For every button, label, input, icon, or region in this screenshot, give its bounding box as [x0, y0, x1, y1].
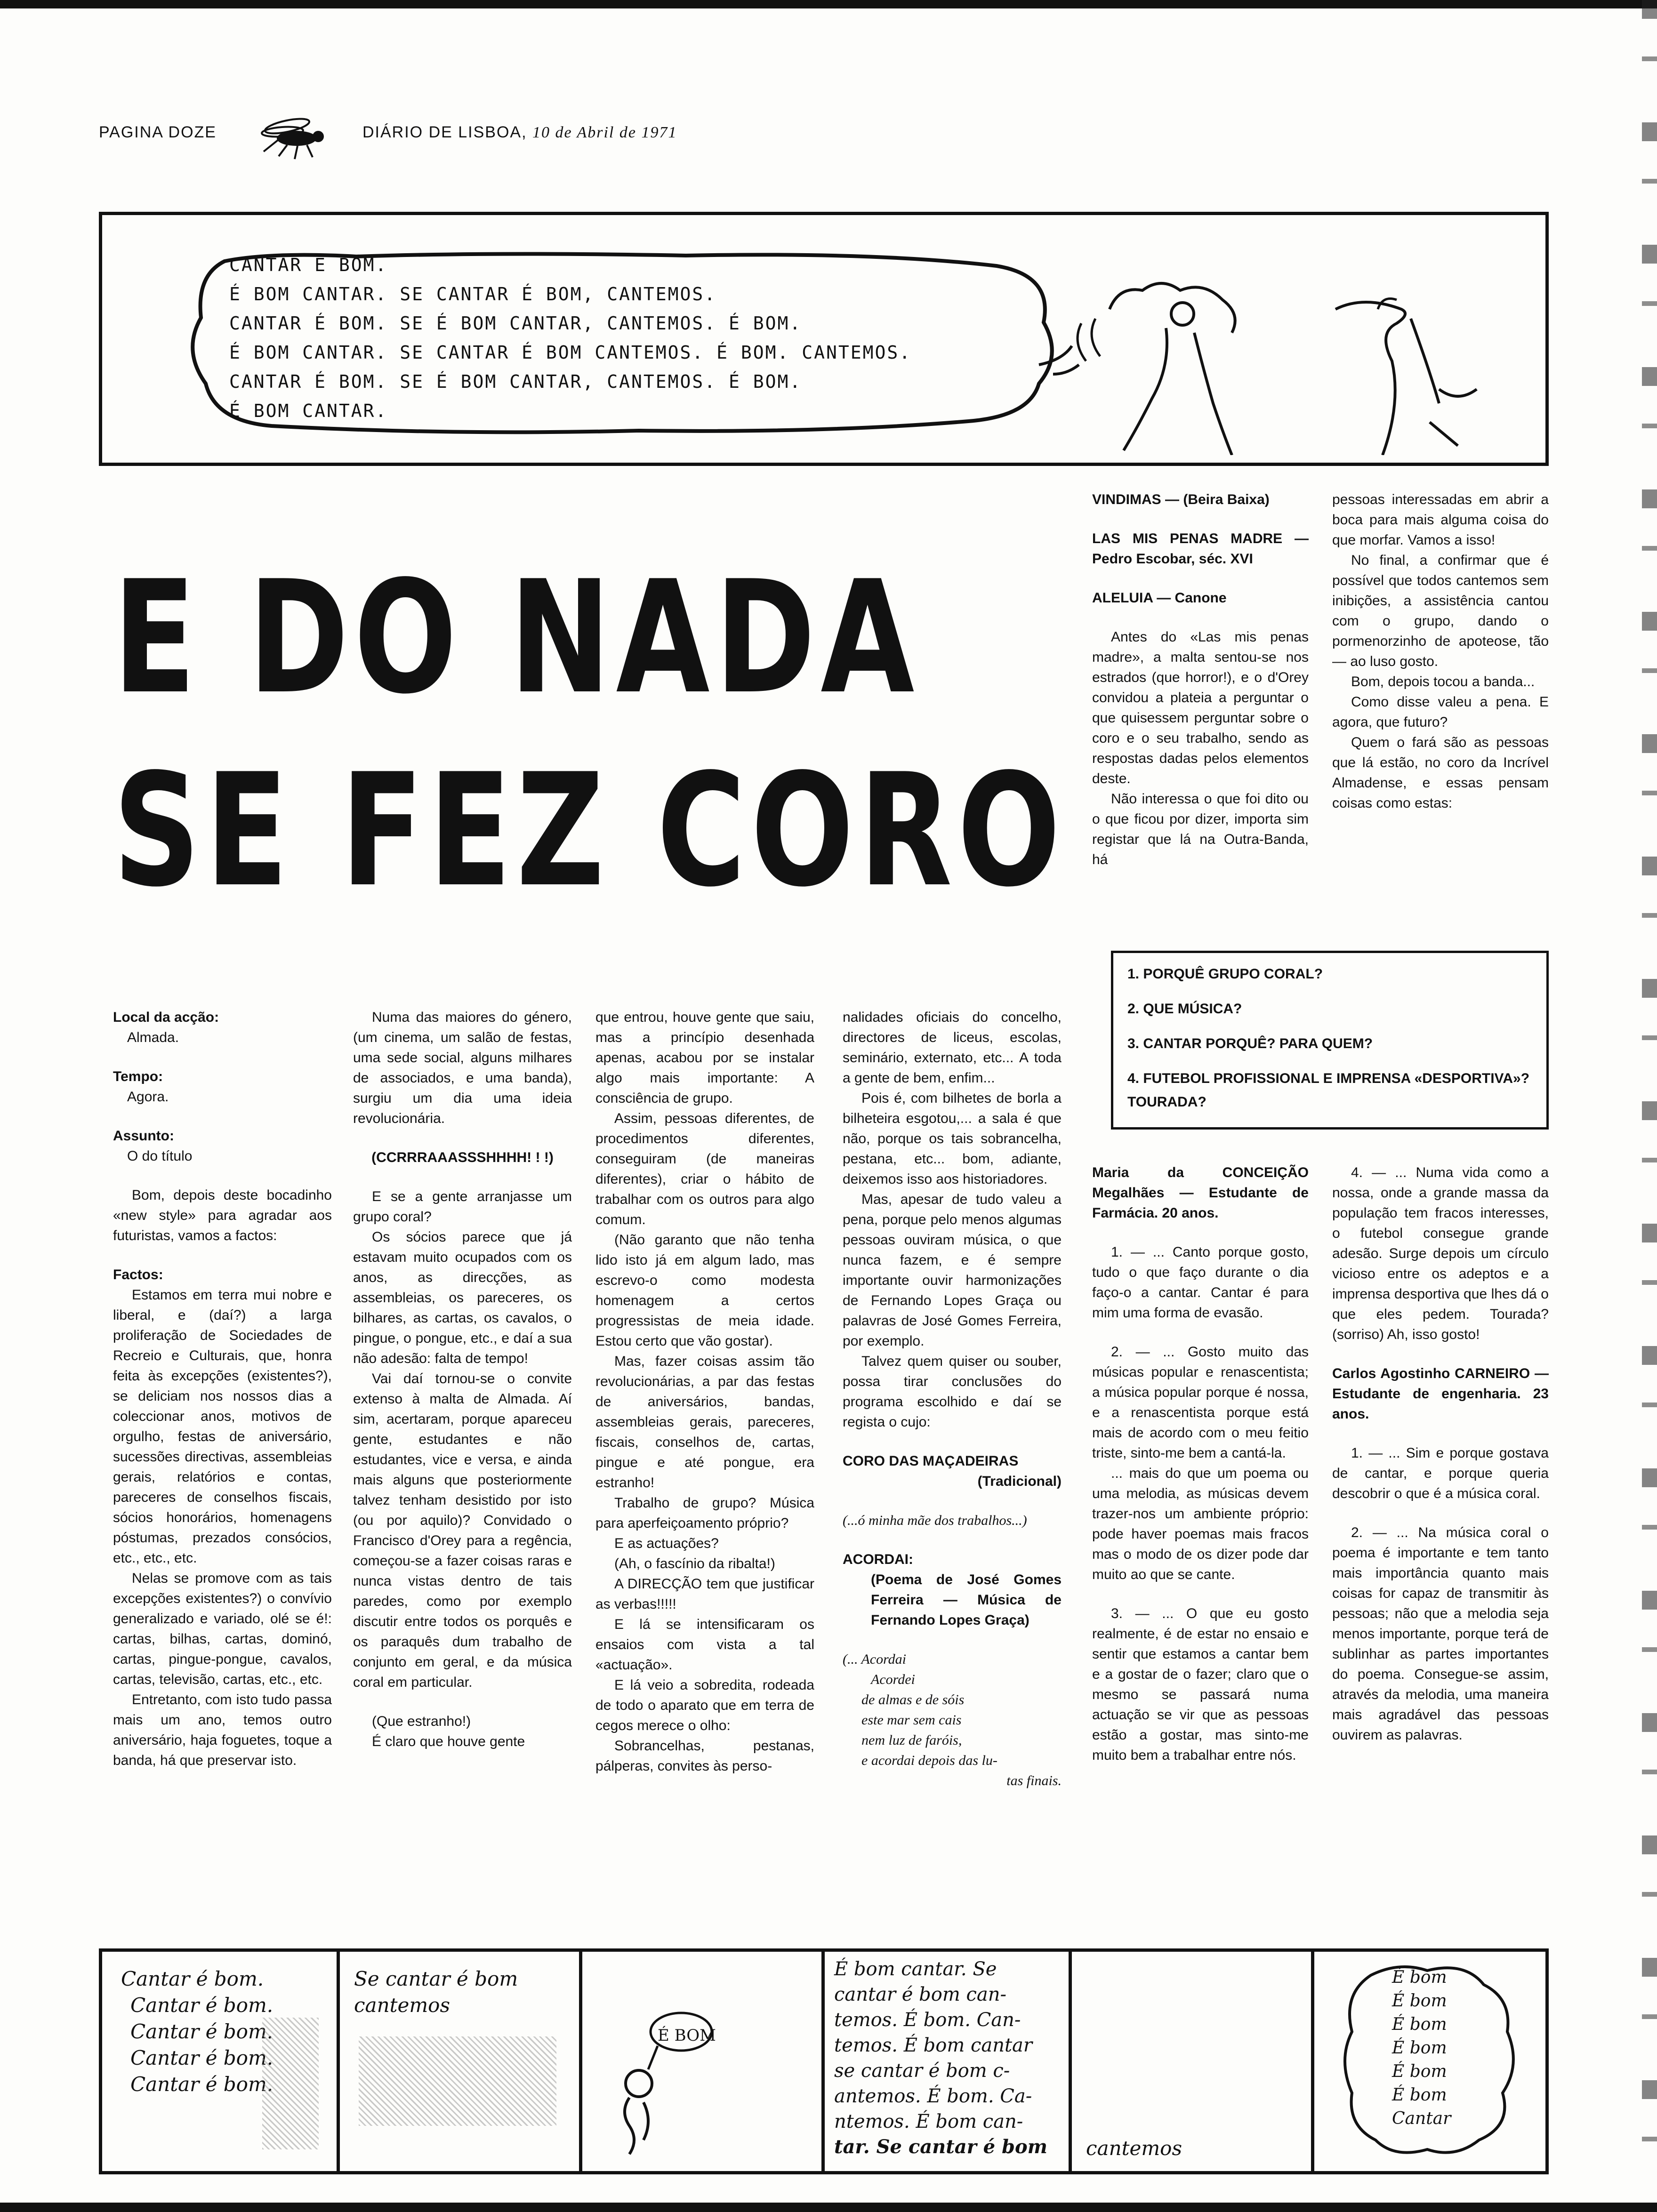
article-column-6 — [1332, 489, 1549, 813]
fly-icon — [254, 114, 334, 161]
scribble-line: CANTAR É BOM. SE É BOM CANTAR, CANTEMOS. É BOM. — [229, 371, 802, 392]
handwritten-line: cantar é bom can- — [834, 1984, 1007, 2005]
handwritten-line: antemos. É bom. Ca- — [834, 2085, 1032, 2107]
handwritten-line: Cantar é bom. — [130, 1994, 273, 2017]
article-column-2 — [353, 1007, 572, 1752]
poem-line: nem luz de faróis, — [861, 1732, 962, 1748]
publication-name — [362, 123, 677, 142]
page-label: PAGINA DOZE — [99, 123, 217, 141]
issue-date: 10 de Abril de 1971 — [532, 124, 677, 141]
program-item: LAS MIS PENAS MADRE — Pedro Escobar, séc. XVI — [1092, 531, 1309, 567]
handwritten-line: tar. Se cantar é bom — [834, 2136, 1048, 2158]
paragraph: Nelas se promove com as tais excepções existentes?) o convívio generalizado e variado, olé se é!: cartas, bilhas, cartas, dominó, cartas, pingue-pongue, cavalos, cartas, televisão, cartas, etc., etc. — [113, 1571, 332, 1687]
paragraph: Como disse valeu a pena. E agora, que futuro? — [1332, 694, 1549, 730]
paragraph: (Que estranho!) — [372, 1714, 471, 1729]
paragraph: nalidades oficiais do concelho, directores de liceus, escolas, seminário, externato, etc... A toda a gente de bem, enfim... — [843, 1010, 1062, 1086]
answer: ... mais do que um poema ou uma melodia, as músicas devem trazer-nos um ambiente próprio: pode haver poemas mais fracos mas o modo de os dizer pode dar muito ao que se cante. — [1092, 1466, 1309, 1582]
panel-text — [1392, 1966, 1451, 2131]
panel-text — [121, 1966, 273, 2098]
paragraph: Trabalho de grupo? Música para aperfeiçoamento próprio? — [595, 1495, 814, 1531]
panel-text — [834, 1956, 1047, 2160]
program-item: ALELUIA — Canone — [1092, 590, 1227, 606]
article-column-3 — [595, 1007, 814, 1776]
handwritten-line: ntemos. É bom can- — [834, 2111, 1023, 2132]
handwritten-line: É bom — [1392, 2062, 1447, 2081]
article-column-5 — [1092, 489, 1309, 870]
shout-text: (CCRRRAAASSSHHHH! ! !) — [371, 1150, 554, 1165]
local-label: Local da acção: — [113, 1010, 219, 1025]
answer: 2. — ... Na música coral o poema é importante e tem tanto mais importância quanto mais coisas for capaz de transmitir às pessoas; não que a melodia seja menos importante, porque terá de sublinhar as partes importantes do poema. Consegue-se assim, através da melodia, uma maneira mais agradável das pessoas ouvirem as palavras. — [1332, 1525, 1549, 1743]
paragraph: E as actuações? — [614, 1536, 719, 1551]
paragraph: Estamos em terra mui nobre e liberal, e (daí?) a larga proliferação de Sociedades de Recreio e Culturais, que, honra feita às excepções (existentes?), se deliciam nos nossos dias a coleccionar anos, motivos de orgulho, festas de aniversário, sucessões directivas, assembleias gerais, relatórios e contas, pareceres de conselhos fiscais, sócios honorários, homenagens póstumas, prezados consócios, etc., etc., etc. — [113, 1287, 332, 1566]
interviewee-name: Maria da CONCEIÇÃO Megalhães — Estudante de Farmácia. 20 anos. — [1092, 1165, 1309, 1221]
scribble-line: CANTAR É BOM. SE É BOM CANTAR, CANTEMOS. É BOM. — [229, 313, 802, 334]
paragraph: Entretanto, com isto tudo passa mais um ano, temos outro aniversário, haja foguetes, toque a banda, há que preservar isto. — [113, 1692, 332, 1768]
panel-text — [354, 1966, 518, 2019]
comic-panel-4 — [825, 1952, 1072, 2171]
comic-panel-3 — [582, 1952, 825, 2171]
handwritten-text — [229, 250, 911, 425]
top-cartoon-strip — [99, 212, 1549, 466]
paper-name: DIÁRIO DE LISBOA, — [362, 123, 527, 141]
paragraph: que entrou, houve gente que saiu, mas a princípio desenhada apenas, acabou por se instalar algo mais importante: A consciência de grupo. — [595, 1010, 814, 1106]
paragraph: pessoas interessadas em abrir a boca para mais alguma coisa do que morfar. Vamos a isso! — [1332, 492, 1549, 548]
article-column-8 — [1332, 1162, 1549, 1745]
headline-line: E DO NADA — [113, 547, 920, 728]
handwritten-line: Cantar é bom. — [121, 1967, 264, 1990]
poem-line: Acordei — [871, 1672, 915, 1687]
paragraph: Bom, depois deste bocadinho «new style» para agradar aos futuristas, vamos a factos: — [113, 1187, 332, 1243]
bottom-cartoon-strip — [99, 1948, 1549, 2174]
comic-panel-2 — [340, 1952, 582, 2171]
answer: 2. — ... Gosto muito das músicas popular e renascentista; a música popular porque é nossa, e a renascentista porque está mais de acordo com o meu feitio triste, sinto-me bem a cantá-la. — [1092, 1344, 1309, 1461]
cartoon-figures-icon — [1053, 248, 1514, 455]
handwritten-line: temos. É bom. Can- — [834, 2009, 1021, 2031]
paragraph: E lá se intensificaram os ensaios com vista a tal «actuação». — [595, 1617, 814, 1673]
page-edge-top — [0, 0, 1657, 8]
page-edge-right — [1642, 0, 1657, 2212]
tempo-label: Tempo: — [113, 1069, 163, 1084]
paragraph: Talvez quem quiser ou souber, possa tirar conclusões do programa escolhido e daí se regista o cujo: — [843, 1354, 1062, 1430]
paragraph: Assim, pessoas diferentes, de procedimentos diferentes, conseguiram (de maneiras diferentes), criar o hábito de trabalhar com os outros para algo comum. — [595, 1111, 814, 1227]
print-noise — [262, 2018, 319, 2149]
comic-panel-6 — [1314, 1952, 1545, 2171]
paragraph: Bom, depois tocou a banda... — [1351, 674, 1535, 689]
headline — [113, 541, 1066, 927]
factos-label: Factos: — [113, 1267, 163, 1282]
song-title: ACORDAI: — [843, 1552, 913, 1567]
song-note: (Tradicional) — [977, 1474, 1062, 1489]
paragraph: Mas, apesar de tudo valeu a pena, porque pelo menos algumas pessoas ouviram música, o que nunca fazem, e é sempre importante ouvir harmonizações de Fernando Lopes Graça ou palavras de José Gomes Ferreira, por exemplo. — [843, 1192, 1062, 1349]
answer: 4. — ... Numa vida como a nossa, onde a grande massa da população tem fracos interesses, o futebol consegue grande adesão. Surge depois um círculo vicioso entre os adeptos e a imprensa desportiva que lhes dá o que eles pedem. Tourada? (sorriso) Ah, isso gosto! — [1332, 1165, 1549, 1342]
scribble-line: É BOM CANTAR. SE CANTAR É BOM, CANTEMOS. — [229, 284, 717, 305]
paragraph: Os sócios parece que já estavam muito ocupados com os anos, as direcções, as assembleias, os pareceres, os bilhares, as cartas, os cavalos, o pingue, o pongue, etc., e daí a sua não adesão: falta de tempo! — [353, 1229, 572, 1366]
program-item: VINDIMAS — (Beira Baixa) — [1092, 492, 1270, 507]
poem-line: de almas e de sóis — [861, 1692, 965, 1707]
handwritten-line: se cantar é bom c- — [834, 2060, 1010, 2082]
question-item: 3. CANTAR PORQUÊ? PARA QUEM? — [1127, 1036, 1373, 1051]
answer: 1. — ... Sim e porque gostava de cantar, e porque queria descobrir o que é a música coral. — [1332, 1445, 1549, 1501]
song-verse: (...ó minha mãe dos trabalhos...) — [843, 1513, 1027, 1528]
paragraph: Pois é, com bilhetes de borla a bilheteira esgotou,... a sala é que não, porque os tais sobrancelha, pestana, etc... bom, adiante, deixemos isso aos historiadores. — [843, 1090, 1062, 1187]
handwritten-line: Cantar é bom. — [130, 2046, 273, 2069]
scribble-line: É BOM CANTAR. SE CANTAR É BOM CANTEMOS. É BOM. CANTEMOS. — [229, 342, 912, 363]
paragraph: E lá veio a sobredita, rodeada de todo o aparato que em terra de cegos merece o olho: — [595, 1677, 814, 1733]
page-edge-bottom — [0, 2203, 1657, 2212]
print-noise — [359, 2036, 556, 2126]
article-column-4 — [843, 1007, 1062, 1791]
paragraph: Não interessa o que foi dito ou o que ficou por dizer, importa sim registar que lá na Outra-Banda, há — [1092, 791, 1309, 867]
handwritten-line: É bom — [1392, 1968, 1447, 1987]
handwritten-line: É bom — [1392, 2038, 1447, 2058]
paragraph: Antes do «Las mis penas madre», a malta sentou-se nos estrados (que horror!), e o d'Orey convidou a plateia a perguntar o que quisessem perguntar sobre o coro e o seu trabalho, sendo as respostas dadas pelos elementos deste. — [1092, 629, 1309, 786]
questions-box — [1111, 951, 1549, 1130]
handwritten-line: cantemos — [354, 1994, 450, 2017]
tempo-value: Agora. — [127, 1089, 169, 1105]
headline-line: SE FEZ CORO — [113, 740, 1066, 921]
paragraph: Quem o fará são as pessoas que lá estão, no coro da Incrível Almadense, e essas pensam coisas como estas: — [1332, 735, 1549, 811]
handwritten-line: É bom — [1392, 2085, 1447, 2105]
paragraph: É claro que houve gente — [372, 1734, 525, 1749]
poem-line: e acordai depois das lu- — [861, 1753, 997, 1768]
handwritten-line: Se cantar é bom — [354, 1967, 518, 1990]
question-item: 1. PORQUÊ GRUPO CORAL? — [1127, 966, 1323, 982]
poem-line: este mar sem cais — [861, 1712, 962, 1728]
handwritten-line: temos. É bom cantar — [834, 2035, 1033, 2056]
paragraph: Mas, fazer coisas assim tão revolucionárias, a par das festas de aniversários, bandas, assembleias gerais, pareceres, fiscais, conselhos de, cartas, pingue e até pongue, era estranho! — [595, 1354, 814, 1491]
question-item: 4. FUTEBOL PROFISSIONAL E IMPRENSA «DESPORTIVA»? TOURADA? — [1127, 1071, 1530, 1110]
paragraph: Numa das maiores do género, (um cinema, um salão de festas, uma sede social, alguns milhares de associados, e uma banda), surgiu um dia uma ideia revolucionária. — [353, 1010, 572, 1126]
paragraph: Vai daí tornou-se o convite extenso à malta de Almada. Aí sim, acertaram, porque apareceu gente, estudantes e não estudantes, vice e versa, e ainda mais alguns que posteriormente talvez tenham desistido por isto (ou por aquilo)? Convidado o Francisco d'Orey para a regência, começou-se a fazer coisas raras e nunca vistas dentro de tais paredes, como por exemplo discutir entre todos os porquês e os paraquês dum trabalho de conjunto em geral, e da música coral em particular. — [353, 1371, 572, 1690]
handwritten-line: É bom cantar. Se — [834, 1958, 997, 1980]
handwritten-line: É bom — [1392, 2015, 1447, 2034]
poem-line: (... Acordai — [843, 1651, 906, 1667]
paragraph: No final, a confirmar que é possível que todos cantemos sem inibições, a assistência cantou com o grupo, dando o pormenorzinho de apoteose, tão — ao luso gosto. — [1332, 553, 1549, 669]
song-credit: (Poema de José Gomes Ferreira — Música de Fernando Lopes Graça) — [871, 1572, 1062, 1628]
handwritten-line: É bom — [1392, 1991, 1447, 2011]
handwritten-line: Cantar é bom. — [130, 2073, 273, 2096]
answer: 1. — ... Canto porque gosto, tudo o que faço durante o dia faço-o a cantar. Cantar é para mim uma forma de evasão. — [1092, 1244, 1309, 1321]
scribble-line: CANTAR É BOM. — [229, 255, 388, 275]
interviewee-name: Carlos Agostinho CARNEIRO — Estudante de engenharia. 23 anos. — [1332, 1366, 1549, 1422]
handwritten-line: Cantar — [1392, 2109, 1451, 2128]
question-item: 2. QUE MÚSICA? — [1127, 1001, 1242, 1017]
local-value: Almada. — [127, 1030, 179, 1045]
handwritten-line: Cantar é bom. — [130, 2020, 273, 2043]
speech-bubble-text: É BOM — [658, 2026, 716, 2045]
assunto-value: O do título — [127, 1148, 193, 1164]
paragraph: (Ah, o fascínio da ribalta!) — [614, 1556, 775, 1571]
comic-panel-1 — [102, 1952, 340, 2171]
article-column-1 — [113, 1007, 332, 1771]
scribble-line: É BOM CANTAR. — [229, 401, 388, 421]
paragraph: A DIRECÇÃO tem que justificar as verbas!!!!! — [595, 1576, 814, 1612]
panel-text: cantemos — [1086, 2137, 1182, 2160]
paragraph: (Não garanto que não tenha lido isto já em algum lado, mas escrevo-o como modesta homenagem a certos progressistas de meia idade. Estou certo que vão gostar). — [595, 1232, 814, 1349]
answer: 3. — ... O que eu gosto realmente, é de estar no ensaio e sentir que estamos a cantar bem e a gostar de o fazer; claro que o mesmo se passará numa actuação se vir que as pessoas estão a gostar, mas sinto-me muito bem a trabalhar entre nós. — [1092, 1606, 1309, 1763]
song-title: CORO DAS MAÇADEIRAS — [843, 1453, 1019, 1469]
poem-line: tas finais. — [1006, 1773, 1062, 1788]
paragraph: E se a gente arranjasse um grupo coral? — [353, 1189, 572, 1225]
assunto-label: Assunto: — [113, 1128, 174, 1144]
paragraph: Sobrancelhas, pestanas, pálperas, convites às perso- — [595, 1738, 814, 1774]
article-column-7 — [1092, 1162, 1309, 1765]
comic-panel-5 — [1072, 1952, 1314, 2171]
